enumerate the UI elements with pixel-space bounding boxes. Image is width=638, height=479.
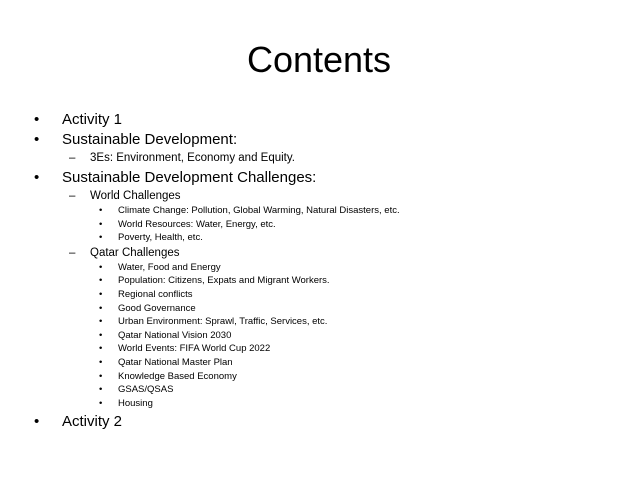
list-item-text: 3Es: Environment, Economy and Equity. <box>90 152 295 164</box>
list-item <box>32 288 622 302</box>
bullet-icon: • <box>99 275 103 287</box>
list-item <box>32 412 622 432</box>
bullet-icon: • <box>99 232 103 244</box>
bullet-icon: • <box>99 343 103 355</box>
list-item-text: Sustainable Development Challenges: <box>62 169 317 186</box>
list-item <box>32 150 622 166</box>
bullet-icon: • <box>99 397 103 409</box>
list-item <box>32 274 622 288</box>
bullet-icon: • <box>99 218 103 230</box>
list-item-text: Climate Change: Pollution, Global Warming, Natural Disasters, etc. <box>118 205 400 216</box>
bullet-icon: • <box>99 329 103 341</box>
list-item <box>32 261 622 275</box>
list-item <box>32 231 622 245</box>
list-item-text: Good Governance <box>118 302 196 314</box>
list-item <box>32 204 622 218</box>
bullet-icon: • <box>34 169 40 186</box>
list-item-text: GSAS/QSAS <box>118 384 174 396</box>
bullet-icon: • <box>99 370 103 382</box>
list-item-text: Regional conflicts <box>118 288 193 300</box>
bullet-icon: • <box>99 384 103 396</box>
list-item <box>32 397 622 411</box>
dash-bullet-icon: – <box>69 152 76 164</box>
list-item-text: Activity 1 <box>62 111 123 128</box>
bullet-icon: • <box>99 316 103 328</box>
list-item-text: Water, Food and Energy <box>118 261 221 273</box>
list-item <box>32 218 622 232</box>
list-item <box>32 329 622 343</box>
list-item-text: Knowledge Based Economy <box>118 370 237 382</box>
list-item-text: Poverty, Health, etc. <box>118 232 203 244</box>
list-item-text: Urban Environment: Sprawl, Traffic, Services, etc. <box>118 316 328 328</box>
list-item-text: World Events: FIFA World Cup 2022 <box>118 343 271 355</box>
list-item-text: Qatar National Master Plan <box>118 356 233 368</box>
list-item <box>32 188 622 204</box>
dash-bullet-icon: – <box>69 246 76 259</box>
dash-bullet-icon: – <box>69 190 76 202</box>
list-item <box>32 130 622 150</box>
bullet-icon: • <box>34 111 40 128</box>
list-item-text: Qatar National Vision 2030 <box>118 329 232 341</box>
list-item <box>32 383 622 397</box>
list-item <box>32 315 622 329</box>
list-item <box>32 110 622 130</box>
bullet-icon: • <box>99 261 103 273</box>
contents-list <box>32 110 622 432</box>
slide-title: Contents <box>246 39 392 80</box>
bullet-icon: • <box>99 205 103 216</box>
list-item <box>32 168 622 188</box>
list-item-text: World Challenges <box>90 190 181 202</box>
list-item-text: Qatar Challenges <box>90 246 180 259</box>
bullet-icon: • <box>34 131 40 148</box>
list-item-text: Population: Citizens, Expats and Migrant Workers. <box>118 275 330 287</box>
list-item-text: Activity 2 <box>62 413 123 431</box>
list-item-text: Housing <box>118 397 153 409</box>
bullet-icon: • <box>34 413 40 431</box>
bullet-icon: • <box>99 356 103 368</box>
bullet-icon: • <box>99 288 103 300</box>
list-item <box>32 245 622 261</box>
list-item <box>32 370 622 384</box>
list-item <box>32 342 622 356</box>
list-item <box>32 356 622 370</box>
list-item <box>32 302 622 316</box>
list-item-text: Sustainable Development: <box>62 131 238 148</box>
bullet-icon: • <box>99 302 103 314</box>
list-item-text: World Resources: Water, Energy, etc. <box>118 218 276 230</box>
